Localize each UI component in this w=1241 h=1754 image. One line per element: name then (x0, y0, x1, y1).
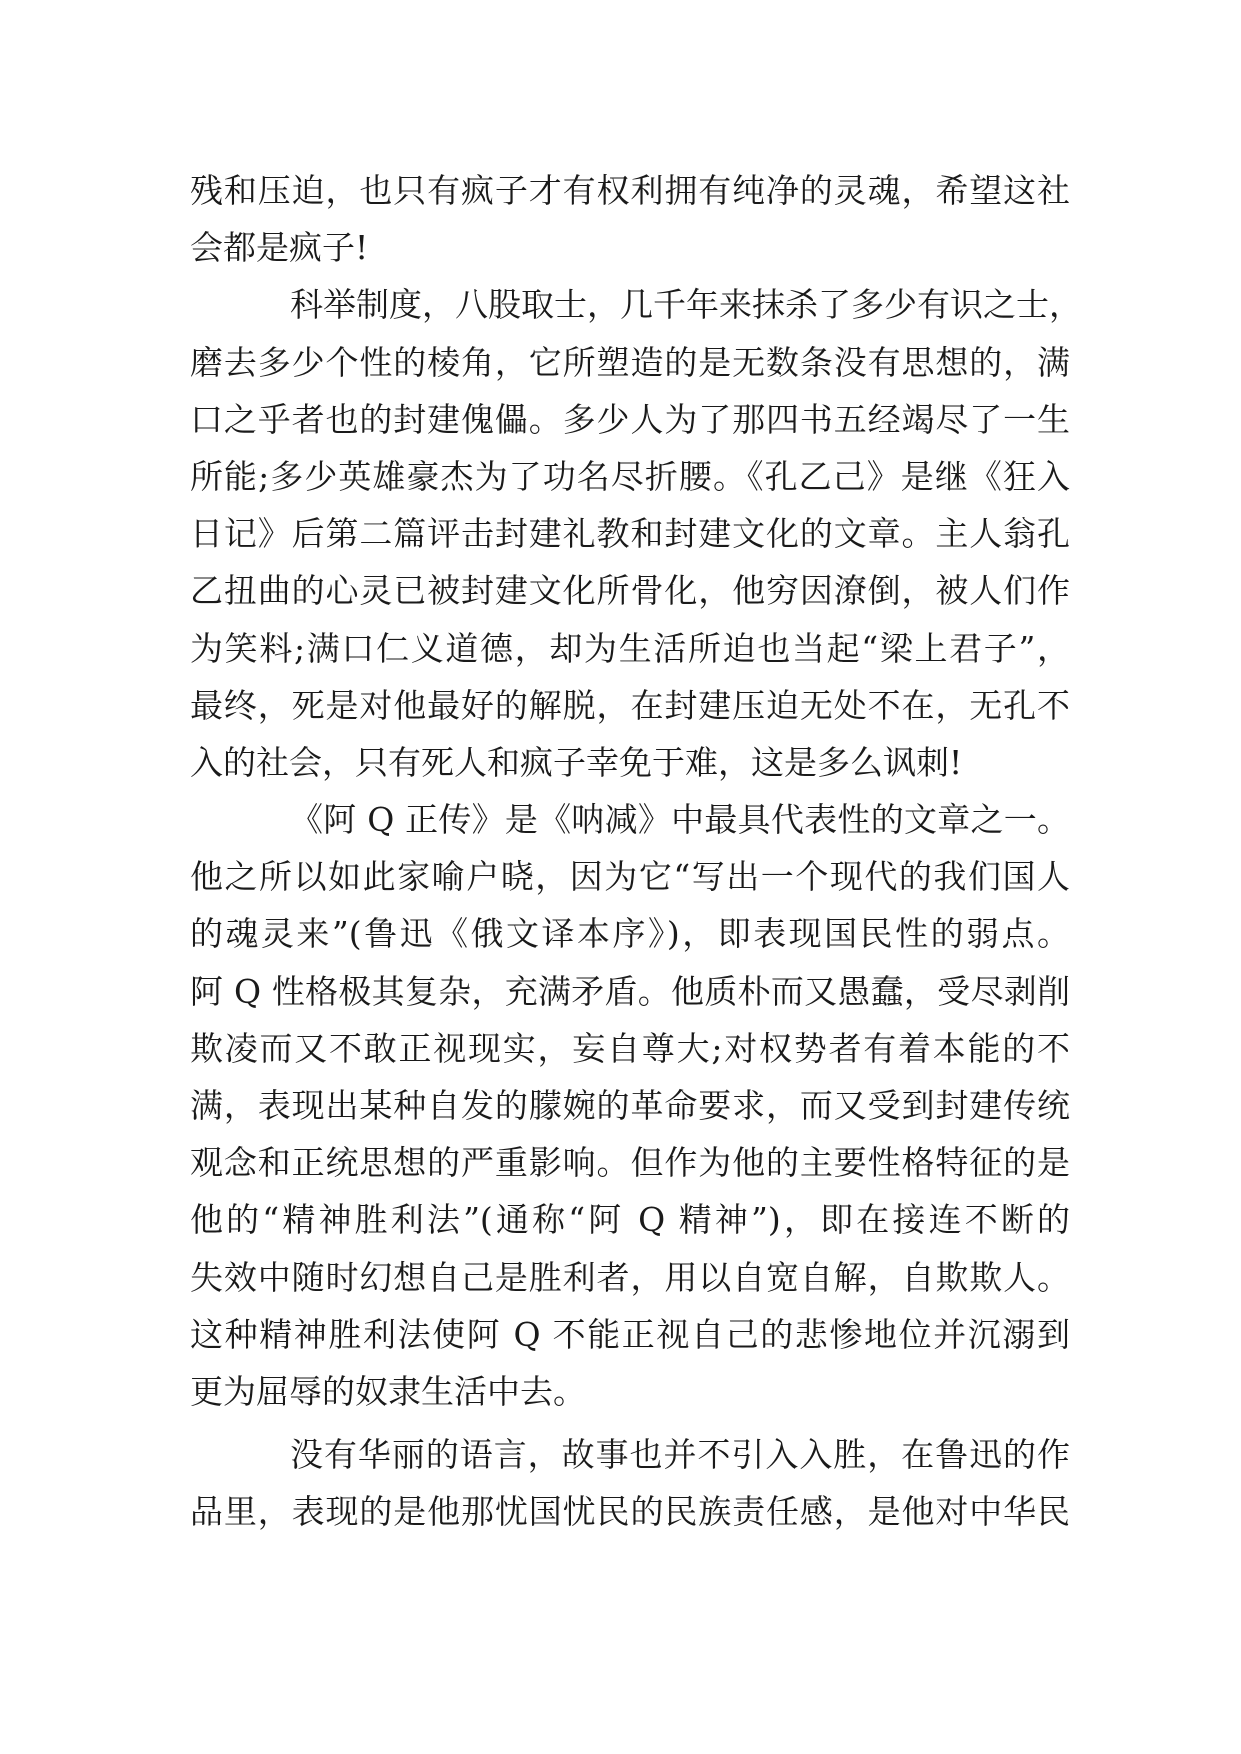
text-line: 所能;多少英雄豪杰为了功名尽折腰。《孔乙己》是继《狂入 (190, 456, 1070, 496)
text-line: 最终，死是对他最好的解脱，在封建压迫无处不在，无孔不 (190, 685, 1070, 725)
text-line: 会都是疯子! (190, 228, 369, 268)
body-text (190, 162, 1082, 1541)
text-line: 入的社会，只有死人和疯子幸免于难，这是多么讽刺! (190, 742, 963, 782)
paragraph (190, 791, 1070, 1420)
text-line: 失效中随时幻想自己是胜利者，用以自宽自解，自欺欺人。 (190, 1257, 1070, 1297)
text-line: 科举制度，八股取士，几千年来抹杀了多少有识之士， (290, 285, 1082, 325)
text-line: 阿 Q 性格极其复杂，充满矛盾。他质朴而又愚蠢，受尽剥削 (190, 971, 1070, 1011)
text-line: 为笑料;满口仁义道德，却为生活所迫也当起“梁上君子”， (190, 628, 1070, 668)
text-line: 残和压迫，也只有疯子才有权利拥有纯净的灵魂，希望这社 (190, 171, 1070, 210)
text-line: 没有华丽的语言，故事也并不引入入胜，在鲁迅的作 (290, 1435, 1070, 1475)
text-line: 这种精神胜利法使阿 Q 不能正视自己的悲惨地位并沉溺到 (190, 1314, 1070, 1354)
text-line: 品里，表现的是他那忧国忧民的民族责任感，是他对中华民 (190, 1492, 1070, 1532)
text-line: 更为屈辱的奴隶生活中去。 (190, 1371, 586, 1411)
paragraph (190, 276, 1082, 791)
text-line: 的魂灵来”(鲁迅《俄文译本序》)，即表现国民性的弱点。 (190, 914, 1070, 954)
text-line: 满，表现出某种自发的朦婉的革命要求，而又受到封建传统 (190, 1086, 1070, 1125)
text-line: 乙扭曲的心灵已被封建文化所骨化，他穷因潦倒，被人们作 (190, 571, 1070, 611)
text-line: 他之所以如此家喻户晓，因为它“写出一个现代的我们国人 (190, 857, 1070, 897)
text-line: 《阿 Q 正传》是《呐减》中最具代表性的文章之一。 (290, 800, 1070, 840)
text-line: 观念和正统思想的严重影响。但作为他的主要性格特征的是 (190, 1143, 1070, 1183)
paragraph (190, 1426, 1070, 1540)
text-line: 口之乎者也的封建傀儡。多少人为了那四书五经竭尽了一生 (190, 399, 1070, 439)
text-line: 他的“精神胜利法”(通称“阿 Q 精神”)，即在接连不断的 (190, 1200, 1070, 1240)
text-line: 磨去多少个性的棱角，它所塑造的是无数条没有思想的，满 (190, 342, 1070, 382)
text-line: 日记》后第二篇评击封建礼教和封建文化的文章。主人翁孔 (190, 514, 1070, 554)
text-line: 欺凌而又不敢正视现实，妄自尊大;对权势者有着本能的不 (190, 1028, 1070, 1068)
paragraph (190, 162, 1070, 276)
